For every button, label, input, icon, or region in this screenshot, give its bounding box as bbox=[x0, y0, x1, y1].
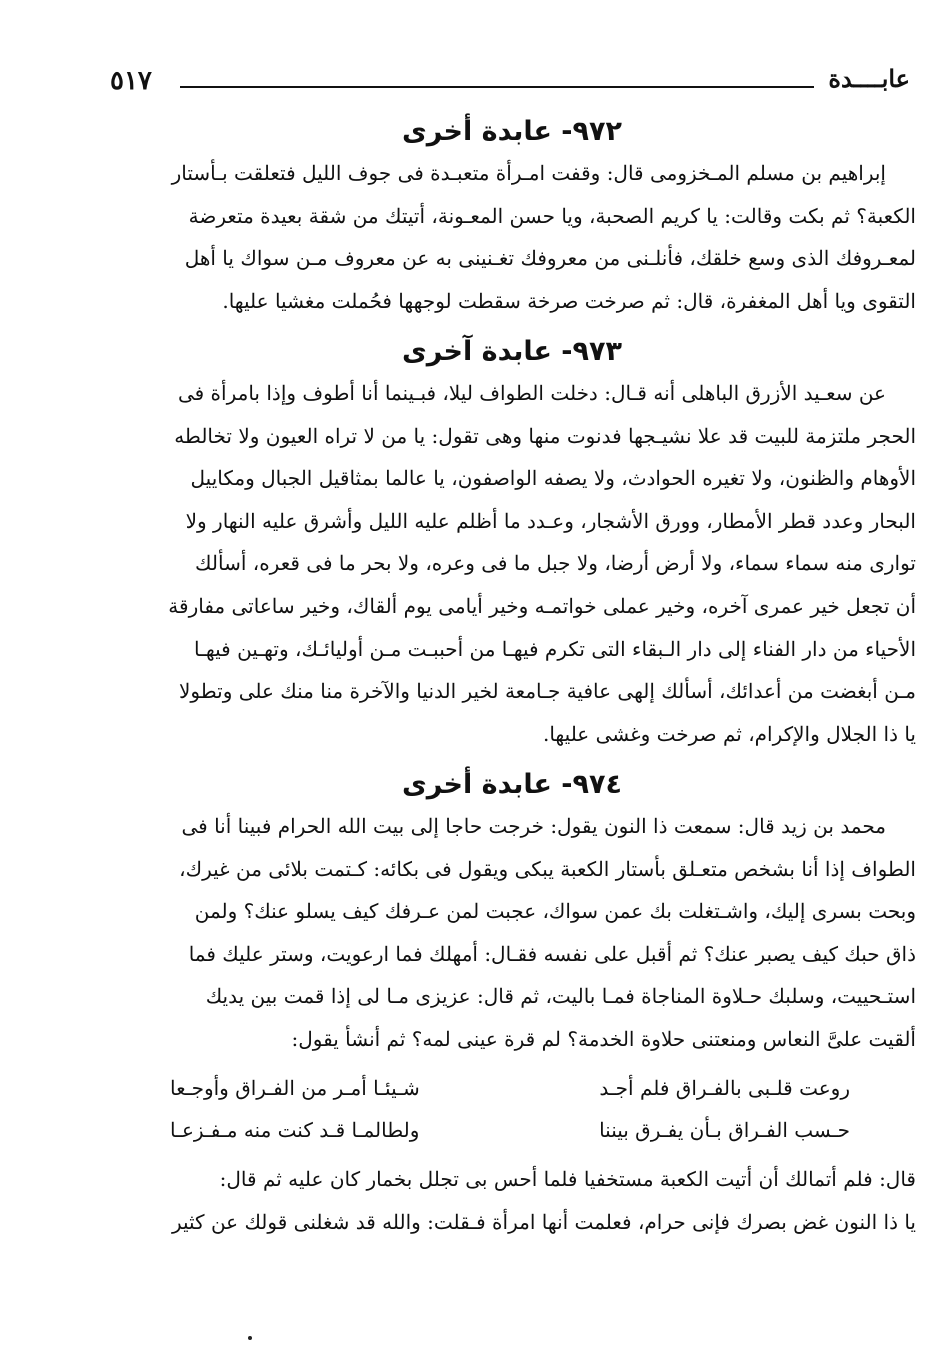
paragraph-line: إبراهيم بن مسلم المـخزومى قال: وقفت امـرأة متعبـدة فى جوف الليل فتعلقت بـأستار bbox=[171, 161, 886, 185]
paragraph-line: قال: فلم أتمالك أن أتيت الكعبة مستخفيا فلما أحس بى تجلل بخمار كان عليه ثم قال: bbox=[219, 1167, 916, 1191]
paragraph-line: محمد بن زيد قال: سمعت ذا النون يقول: خرجت حاجا إلى بيت الله الحرام فبينا أنا فى bbox=[181, 814, 886, 838]
verse-second-hemistich: شـيئـا أمـر من الفـراق وأوجـعا bbox=[170, 1076, 420, 1100]
paragraph-line: وبحت بسرى إليك، واشـتغلت بك عمن سواك، عجبت لمن عـرفك كيف يسلو عنك؟ ولمن bbox=[194, 899, 916, 924]
verse-second-hemistich: ولطالمـا قـد كنت منه مـفـزعـا bbox=[170, 1118, 420, 1142]
paragraph-line: أن تجعل خير عمرى آخره، وخير عملى خواتمـه وخير أيامى يوم ألقاك، وخير ساعاتى مفارقة bbox=[168, 593, 916, 618]
header-rule bbox=[180, 86, 814, 88]
paragraph-line: لمعـروفك الذى وسع خلقك، فأنلـنى من معروفك تغـنينى به عن معروف مـن سواك يا أهل bbox=[184, 246, 916, 271]
paragraph-line: يا ذا النون غض بصرك فإنى حرام، فعلمت أنها امرأة فـقلت: والله قد شغلنى قولك عن كثير bbox=[171, 1209, 916, 1234]
verse-first-hemistich: روعت قلـبى بالفـراق فلم أجـد bbox=[599, 1076, 850, 1100]
paragraph-line: توارى منه سماء سماء، ولا أرض أرضا، ولا جبل ما فى وعره، ولا بحر ما فى قعره، أسألك bbox=[195, 551, 916, 576]
paragraph-line: التقوى ويا أهل المغفرة، قال: ثم صرخت صرخة سقطت لوجهها فحُملت مغشيا عليها. bbox=[222, 288, 916, 313]
section-973 bbox=[108, 332, 916, 755]
running-title: عابــــدة bbox=[828, 64, 910, 93]
paragraph-line: يا ذا الجلال والإكرام، ثم صرخت وغشى عليها. bbox=[542, 721, 916, 746]
page-number: ٥١٧ bbox=[110, 66, 152, 96]
running-head bbox=[110, 62, 910, 102]
section-heading: ٩٧٢- عابدة أخرى bbox=[402, 116, 622, 147]
paragraph-line: استـحييت، وسلبك حـلاوة المناجاة فمـا باليت، ثم قال: عزيزى مـا لى إذا قمت بين يديك bbox=[205, 984, 916, 1009]
section-heading: ٩٧٤- عابدة أخرى bbox=[402, 769, 622, 800]
section-974-continued bbox=[108, 1158, 916, 1243]
verse-first-hemistich: حـسب الفـراق بـأن يفـرق بيننا bbox=[599, 1118, 850, 1142]
verse-line bbox=[170, 1076, 850, 1118]
paragraph-line: الأوهام والظنون، ولا تغيره الحوادث، ولا يصفه الواصفون، يا عالما بمثاقيل الجبال ومكاييل bbox=[190, 466, 916, 491]
section-972 bbox=[108, 112, 916, 322]
paragraph-line: مـن أبغضت من أعدائك، أسألك إلهى عافية جـامعة لخير الدنيا والآخرة منا منك على وتطولا bbox=[178, 679, 916, 704]
scan-speck bbox=[248, 1336, 252, 1340]
section-974 bbox=[108, 765, 916, 1061]
paragraph-line: الطواف إذا أنا بشخص متعـلق بأستار الكعبة يبكى ويقول فى بكائه: كـتمت بلائى من غيرك، bbox=[179, 856, 916, 881]
paragraph-line: البحار وعدد قطر الأمطار، وورق الأشجار، وعـدد ما أظلم عليه الليل وأشرق عليه النهار ولا bbox=[185, 508, 916, 533]
section-heading: ٩٧٣- عابدة آخرى bbox=[402, 336, 622, 367]
paragraph-line: ذاق حبك كيف يصبر عنك؟ ثم أقبل على نفسه فقـال: أمهلك فما ارعويت، وستر عليك فما bbox=[188, 941, 916, 966]
paragraph-line: الأحياء من دار الفناء إلى دار الـبقاء التى تكرم فيهـا من أحببـت مـن أوليائـك، وتهـين فيهـا bbox=[193, 636, 916, 661]
paragraph-line: الكعبة؟ ثم بكت وقالت: يا كريم الصحبة، ويا حسن المعـونة، أتيتك من شقة بعيدة متعرضة bbox=[188, 203, 916, 228]
paragraph-line: الحجر ملتزمة للبيت قد علا نشيـجها فدنوت منها وهى تقول: يا من لا تراه العيون ولا تخالطه bbox=[174, 423, 916, 448]
paragraph-line: ألقيت علىَّ النعاس ومنعتنى حلاوة الخدمة؟ لم قرة عينى لمه؟ ثم أنشأ يقول: bbox=[291, 1026, 916, 1051]
paragraph-line: عن سعـيد الأزرق الباهلى أنه قـال: دخلت الطواف ليلا، فبـينما أنا أطوف وإذا بامرأة فى bbox=[177, 381, 886, 405]
poem bbox=[170, 1076, 850, 1160]
verse-line bbox=[170, 1118, 850, 1160]
